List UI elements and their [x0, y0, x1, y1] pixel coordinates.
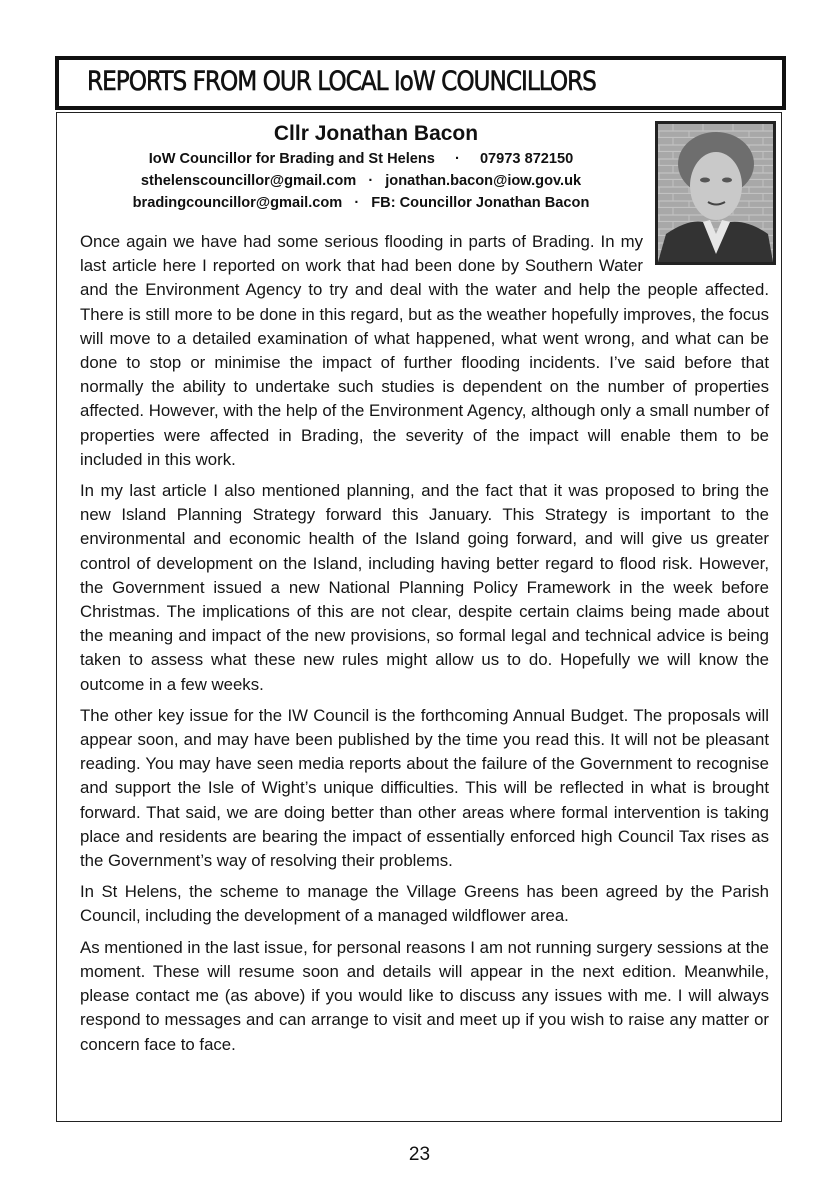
email-line-2	[80, 192, 642, 214]
article-paragraph: As mentioned in the last issue, for personal reasons I am not running surgery sessions at the moment. These will resume soon and details will appear in the next edition. Meanwhile, please contact me (as above) if you would like to discuss any issues with me. I will always respond to messages and can arrange to visit and meet up if you wish to raise any matter or concern face to face.	[80, 937, 769, 1054]
article-body	[80, 230, 769, 1064]
role-phone-line	[80, 148, 642, 170]
separator-dot: ·	[354, 195, 360, 211]
article-paragraph: In St Helens, the scheme to manage the Village Greens has been agreed by the Parish Council, including the development of a managed wildflower area.	[80, 882, 769, 926]
councillor-name: Cllr Jonathan Bacon	[273, 122, 479, 145]
facebook-page[interactable]: FB: Councillor Jonathan Bacon	[371, 195, 590, 211]
article-paragraph: In my last article I also mentioned planning, and the fact that it was proposed to bring the new Island Planning Strategy forward this January. This Strategy is important to the environmental and economic health of the Island going forward, and will give us greater control of development on the Island, including having better regard to flood risk. However, the Government issued a new National Planning Policy Framework in the week before Christmas. The implications of this are not clear, despite certain claims being made about the meaning and impact of the new provisions, so formal legal and technical advice is being taken to assess what these new rules might allow us to do. Hopefully we will know the outcome in a few weeks.	[80, 481, 769, 694]
phone-number[interactable]: 07973 872150	[479, 151, 574, 167]
separator-dot: ·	[368, 173, 374, 189]
email-brading[interactable]: bradingcouncillor@gmail.com	[132, 195, 343, 211]
article-paragraph: The other key issue for the IW Council is the forthcoming Annual Budget. The proposals will appear soon, and may have been published by the time you read this. It will not be pleasant reading. You may have seen media reports about the failure of the Government to recognise and support the Isle of Wight’s unique difficulties. This will be reflected in what is brought forward. That said, we are doing better than other areas where formal intervention is taking place and residents are bearing the impact of essentially enforced high Council Tax rises as the Government’s way of resolving their problems.	[80, 705, 769, 871]
councillor-contact-block	[80, 120, 642, 214]
separator-dot: ·	[455, 151, 460, 167]
email-iow[interactable]: jonathan.bacon@iow.gov.uk	[385, 173, 582, 189]
councillor-role: IoW Councillor for Brading and St Helens	[148, 151, 435, 167]
section-header-box	[55, 56, 786, 110]
email-sthelens[interactable]: sthelenscouncillor@gmail.com	[140, 173, 357, 189]
page-number: 23	[408, 1144, 431, 1165]
section-title: REPORTS FROM OUR LOCAL IoW COUNCILLORS	[87, 66, 596, 97]
email-line-1	[80, 170, 642, 192]
photo-text-wrap-spacer	[643, 230, 769, 266]
article-paragraph: Once again we have had some serious flooding in parts of Brading. In my last article here I reported on work that had been done by Southern Water and the Environment Agency to try and deal with the water and help the people affected. There is still more to be done in this regard, but as the weather hopefully improves, the focus will move to a detailed examination of what happened, what went wrong, and what can be done to stop or minimise the impact of further flooding incidents. I’ve said before that normally the ability to undertake such studies is dependent on the number of properties affected. However, with the help of the Environment Agency, although only a small number of properties were affected in Brading, the severity of the impact will enable them to be included in this work.	[80, 232, 769, 469]
